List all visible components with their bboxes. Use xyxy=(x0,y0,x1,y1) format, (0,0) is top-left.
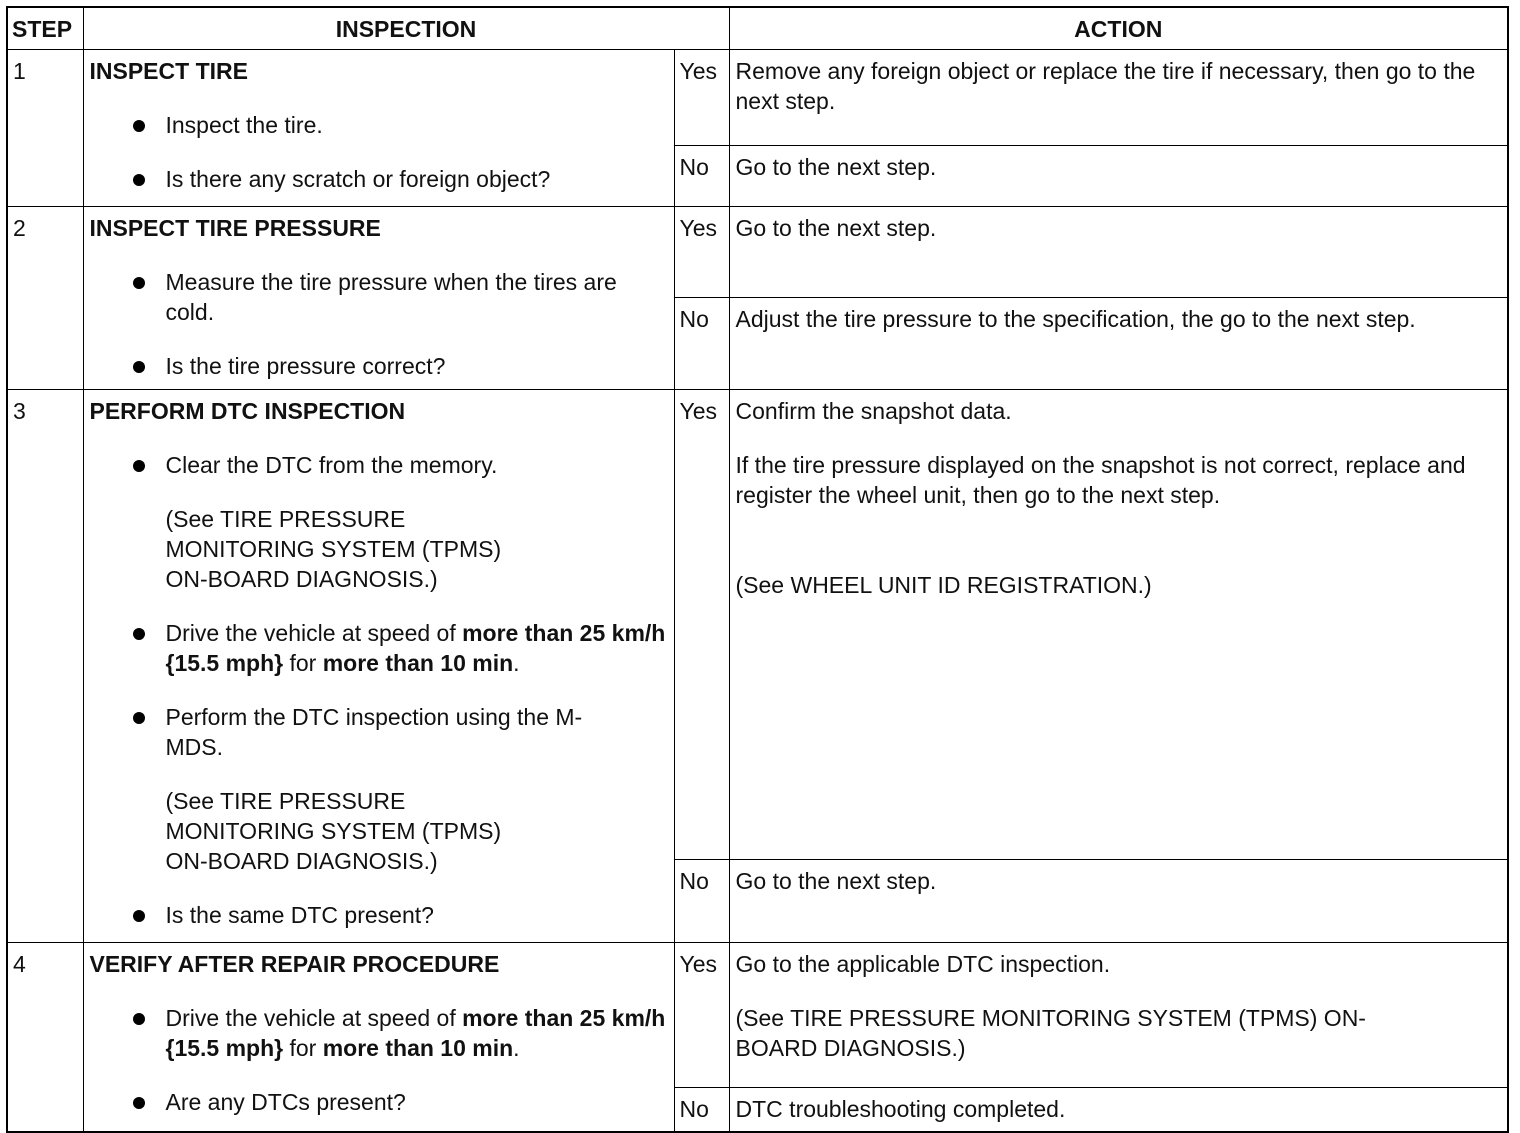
bullet-list xyxy=(90,1003,668,1117)
bullet-list xyxy=(90,110,668,194)
inspection-header: INSPECTION xyxy=(83,7,729,50)
time-spec: more than 10 min xyxy=(322,650,514,676)
action-text: Go to the next step. xyxy=(735,154,937,180)
action-text: If the tire pressure displayed on the snapshot is not correct, replace and register the wheel unit, then go to the next step. xyxy=(735,452,1466,508)
bullet-text: Drive the vehicle at speed of xyxy=(165,620,463,646)
time-spec: more than 10 min xyxy=(322,1035,514,1061)
reference-text: (See TIRE PRESSURE MONITORING SYSTEM (TPMS) ON-BOARD DIAGNOSIS.) xyxy=(735,1005,1366,1061)
bullet-item: Inspect the tire. xyxy=(90,110,668,140)
bullet-item xyxy=(90,618,668,678)
troubleshooting-table xyxy=(6,6,1509,1133)
yes-action xyxy=(729,50,1508,146)
step-number: 4 xyxy=(7,943,83,1132)
no-label: No xyxy=(674,146,729,207)
no-action xyxy=(729,298,1508,390)
no-action xyxy=(729,860,1508,943)
inspection-cell xyxy=(83,943,674,1132)
bullet-text: Clear the DTC from the memory. xyxy=(165,452,498,478)
step-1-yes-row xyxy=(7,50,1508,146)
speed-spec: more than 25 km/h {15.5 mph} xyxy=(165,620,666,676)
yes-label: Yes xyxy=(674,943,729,1088)
yes-label: Yes xyxy=(674,207,729,298)
action-header: ACTION xyxy=(729,7,1508,50)
bullet-item: Is the same DTC present? xyxy=(90,900,668,930)
inspection-cell xyxy=(83,207,674,390)
bullet-text: . xyxy=(513,1035,520,1061)
bullet-item: Is there any scratch or foreign object? xyxy=(90,164,668,194)
inspection-title: PERFORM DTC INSPECTION xyxy=(89,398,406,424)
bullet-item xyxy=(90,702,668,876)
action-text: Confirm the snapshot data. xyxy=(735,398,1012,424)
bullet-text: Drive the vehicle at speed of xyxy=(165,1005,463,1031)
bullet-text: for xyxy=(283,650,323,676)
step-number: 1 xyxy=(7,50,83,207)
action-text: DTC troubleshooting completed. xyxy=(735,1096,1066,1122)
reference-text: (See TIRE PRESSURE MONITORING SYSTEM (TPMS) ON-BOARD DIAGNOSIS.) xyxy=(165,506,502,592)
inspection-title: INSPECT TIRE xyxy=(89,58,248,84)
step-header: STEP xyxy=(7,7,83,50)
bullet-item xyxy=(90,450,668,594)
yes-action xyxy=(729,207,1508,298)
bullet-item: Measure the tire pressure when the tires are cold. xyxy=(90,267,668,327)
yes-label: Yes xyxy=(674,50,729,146)
bullet-item: Is the tire pressure correct? xyxy=(90,351,668,381)
no-label: No xyxy=(674,1088,729,1132)
bullet-item xyxy=(90,1003,668,1063)
bullet-item: Are any DTCs present? xyxy=(90,1087,668,1117)
reference-text: (See WHEEL UNIT ID REGISTRATION.) xyxy=(735,572,1152,598)
header-row xyxy=(7,7,1508,50)
inspection-title: INSPECT TIRE PRESSURE xyxy=(89,215,381,241)
yes-action xyxy=(729,390,1508,860)
bullet-text: . xyxy=(513,650,520,676)
yes-label: Yes xyxy=(674,390,729,860)
action-text: Go to the next step. xyxy=(735,868,937,894)
bullet-text: for xyxy=(283,1035,323,1061)
reference-text: (See TIRE PRESSURE MONITORING SYSTEM (TPMS) ON-BOARD DIAGNOSIS.) xyxy=(165,788,502,874)
action-text: Go to the applicable DTC inspection. xyxy=(735,951,1111,977)
no-action xyxy=(729,146,1508,207)
bullet-text: Perform the DTC inspection using the M-MDS. xyxy=(165,704,583,760)
no-action xyxy=(729,1088,1508,1132)
bullet-list xyxy=(90,267,668,381)
no-label: No xyxy=(674,860,729,943)
step-4-yes-row xyxy=(7,943,1508,1088)
step-number: 2 xyxy=(7,207,83,390)
yes-action xyxy=(729,943,1508,1088)
speed-spec: more than 25 km/h {15.5 mph} xyxy=(165,1005,666,1061)
step-3-yes-row xyxy=(7,390,1508,860)
bullet-list xyxy=(90,450,668,930)
step-2-yes-row xyxy=(7,207,1508,298)
no-label: No xyxy=(674,298,729,390)
inspection-title: VERIFY AFTER REPAIR PROCEDURE xyxy=(89,951,500,977)
action-text: Adjust the tire pressure to the specification, the go to the next step. xyxy=(735,306,1416,332)
action-text: Remove any foreign object or replace the tire if necessary, then go to the next step. xyxy=(735,58,1476,114)
step-number: 3 xyxy=(7,390,83,943)
inspection-cell xyxy=(83,50,674,207)
action-text: Go to the next step. xyxy=(735,215,937,241)
inspection-cell xyxy=(83,390,674,943)
